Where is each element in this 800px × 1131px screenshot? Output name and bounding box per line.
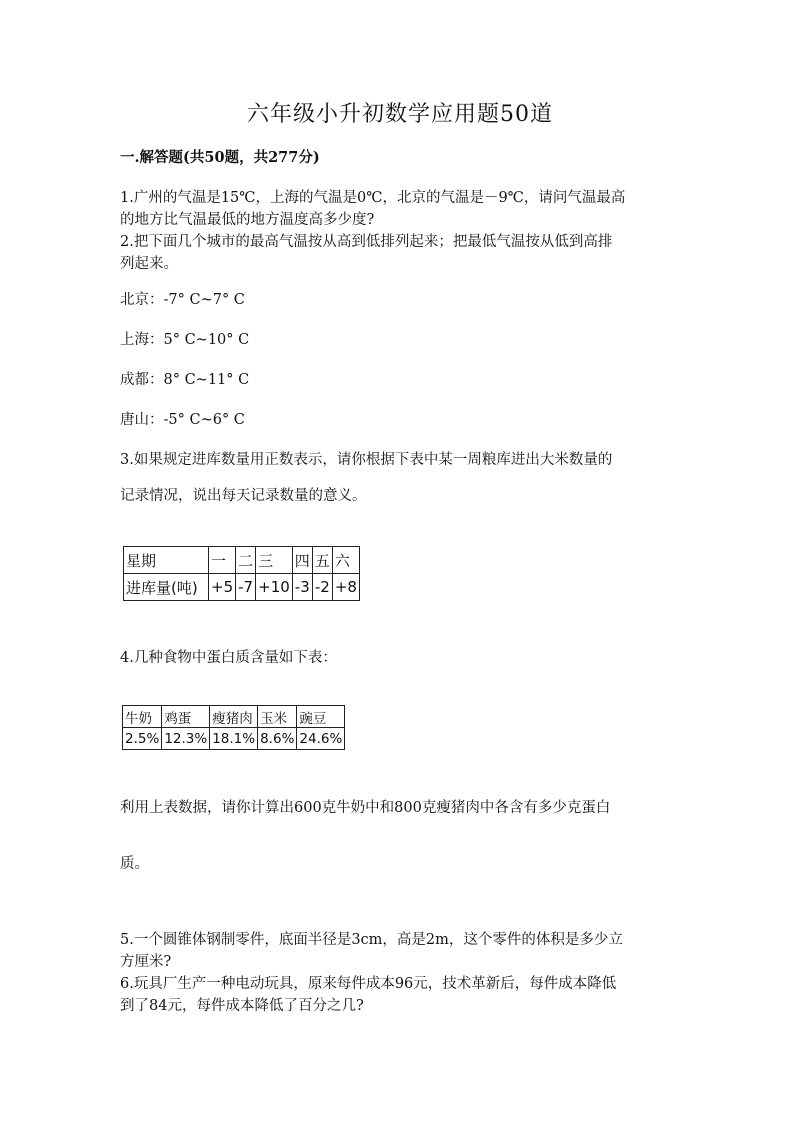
table-cell: -7 [236, 574, 256, 601]
city-temp-beijing: 北京：-7° C~7° C [120, 292, 245, 308]
question-3-line-1: 3.如果规定进库数量用正数表示，请你根据下表中某一周粮库进出大米数量的 [120, 452, 613, 468]
table-cell: 玉米 [258, 706, 297, 728]
table-cell: 8.6% [258, 728, 297, 750]
table-cell: -3 [292, 574, 312, 601]
table-row [123, 706, 345, 728]
table-cell: 24.6% [297, 728, 345, 750]
page-title: 六年级小升初数学应用题50道 [247, 102, 553, 127]
question-4-text-line-1: 利用上表数据，请你计算出600克牛奶中和800克瘦猪肉中各含有多少克蛋白 [120, 800, 611, 816]
table-cell: 18.1% [210, 728, 258, 750]
table-cell: 四 [292, 547, 312, 574]
table-cell: -2 [312, 574, 332, 601]
table-cell: 一 [209, 547, 236, 574]
table-cell: 2.5% [123, 728, 162, 750]
question-2-line-1: 2.把下面几个城市的最高气温按从高到低排列起来；把最低气温按从低到高排 [120, 234, 613, 250]
table-cell: 三 [256, 547, 293, 574]
city-temp-tangshan: 唐山：-5° C~6° C [120, 412, 245, 428]
question-2-line-2: 列起来。 [120, 256, 178, 272]
table-cell: 六 [332, 547, 359, 574]
question-4: 4.几种食物中蛋白质含量如下表： [120, 650, 337, 666]
question-6-line-2: 到了84元，每件成本降低了百分之几? [120, 998, 364, 1014]
table-row [124, 547, 360, 574]
table-cell: +10 [256, 574, 293, 601]
city-temp-shanghai: 上海：5° C~10° C [120, 332, 250, 348]
city-temp-chengdu: 成都：8° C~11° C [120, 372, 250, 388]
table-row [124, 574, 360, 601]
question-3-line-2: 记录情况，说出每天记录数量的意义。 [120, 488, 367, 504]
table-cell: 鸡蛋 [162, 706, 210, 728]
table-cell: 豌豆 [297, 706, 345, 728]
question-4-text-line-2: 质。 [120, 856, 149, 872]
table-cell: 二 [236, 547, 256, 574]
table-cell: 进库量(吨) [124, 574, 209, 601]
protein-content-table [122, 705, 345, 750]
question-6-line-1: 6.玩具厂生产一种电动玩具，原来每件成本96元，技术革新后，每件成本降低 [120, 976, 617, 992]
question-1-line-2: 的地方比气温最低的地方温度高多少度? [120, 212, 375, 228]
table-row [123, 728, 345, 750]
table-cell: 星期 [124, 547, 209, 574]
table-cell: 12.3% [162, 728, 210, 750]
question-1-line-1: 1.广州的气温是15℃，上海的气温是0℃，北京的气温是－9℃，请问气温最高 [120, 190, 626, 206]
grain-storage-table [123, 546, 360, 601]
question-5-line-1: 5.一个圆锥体钢制零件，底面半径是3cm，高是2m，这个零件的体积是多少立 [120, 932, 623, 948]
table-cell: 牛奶 [123, 706, 162, 728]
section-heading: 一.解答题(共50题，共277分) [120, 149, 320, 166]
question-5-line-2: 方厘米? [120, 954, 172, 970]
table-cell: +5 [209, 574, 236, 601]
table-cell: 五 [312, 547, 332, 574]
table-cell: +8 [332, 574, 359, 601]
table-cell: 瘦猪肉 [210, 706, 258, 728]
